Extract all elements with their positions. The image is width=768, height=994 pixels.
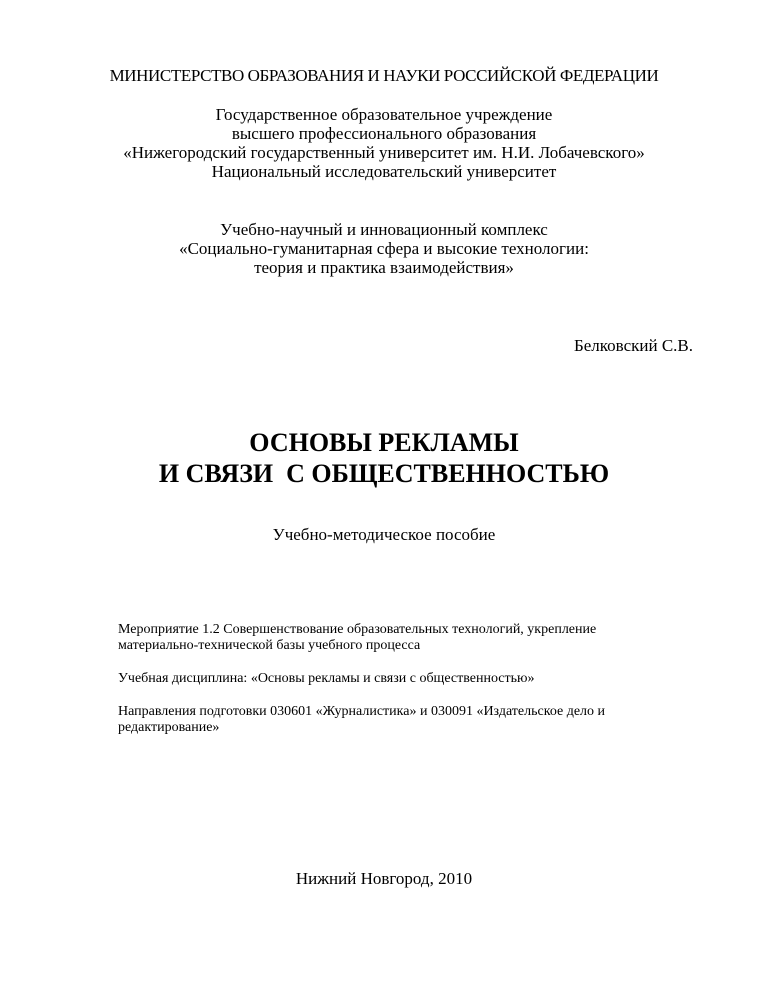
document-subtitle: Учебно-методическое пособие xyxy=(272,525,496,544)
university-status: Национальный исследовательский университет xyxy=(211,162,557,181)
ministry-heading: МИНИСТЕРСТВО ОБРАЗОВАНИЯ И НАУКИ РОССИЙСКОЙ ФЕДЕРАЦИИ xyxy=(109,66,659,85)
institution-line: высшего профессионального образования xyxy=(231,124,537,143)
direction-line: редактирование» xyxy=(118,720,220,735)
direction-line: Направления подготовки 030601 «Журналистика» и 030091 «Издательское дело и xyxy=(118,704,606,719)
event-line: материально-технической базы учебного процесса xyxy=(118,638,421,653)
event-line: Мероприятие 1.2 Совершенствование образовательных технологий, укрепление xyxy=(118,622,597,637)
document-title: ОСНОВЫ РЕКЛАМЫ xyxy=(249,428,519,457)
complex-line: Учебно-научный и инновационный комплекс xyxy=(220,220,548,239)
university-name: «Нижегородский государственный университет им. Н.И. Лобачевского» xyxy=(123,143,645,162)
discipline-line: Учебная дисциплина: «Основы рекламы и связи с общественностью» xyxy=(118,671,535,686)
author-name: Белковский С.В. xyxy=(573,336,693,355)
document-title: И СВЯЗИ С ОБЩЕСТВЕННОСТЬЮ xyxy=(158,459,610,488)
city-year: Нижний Новгород, 2010 xyxy=(295,869,473,888)
institution-line: Государственное образовательное учреждение xyxy=(215,105,553,124)
complex-line: «Социально-гуманитарная сфера и высокие технологии: xyxy=(179,239,589,258)
complex-line: теория и практика взаимодействия» xyxy=(254,258,514,277)
